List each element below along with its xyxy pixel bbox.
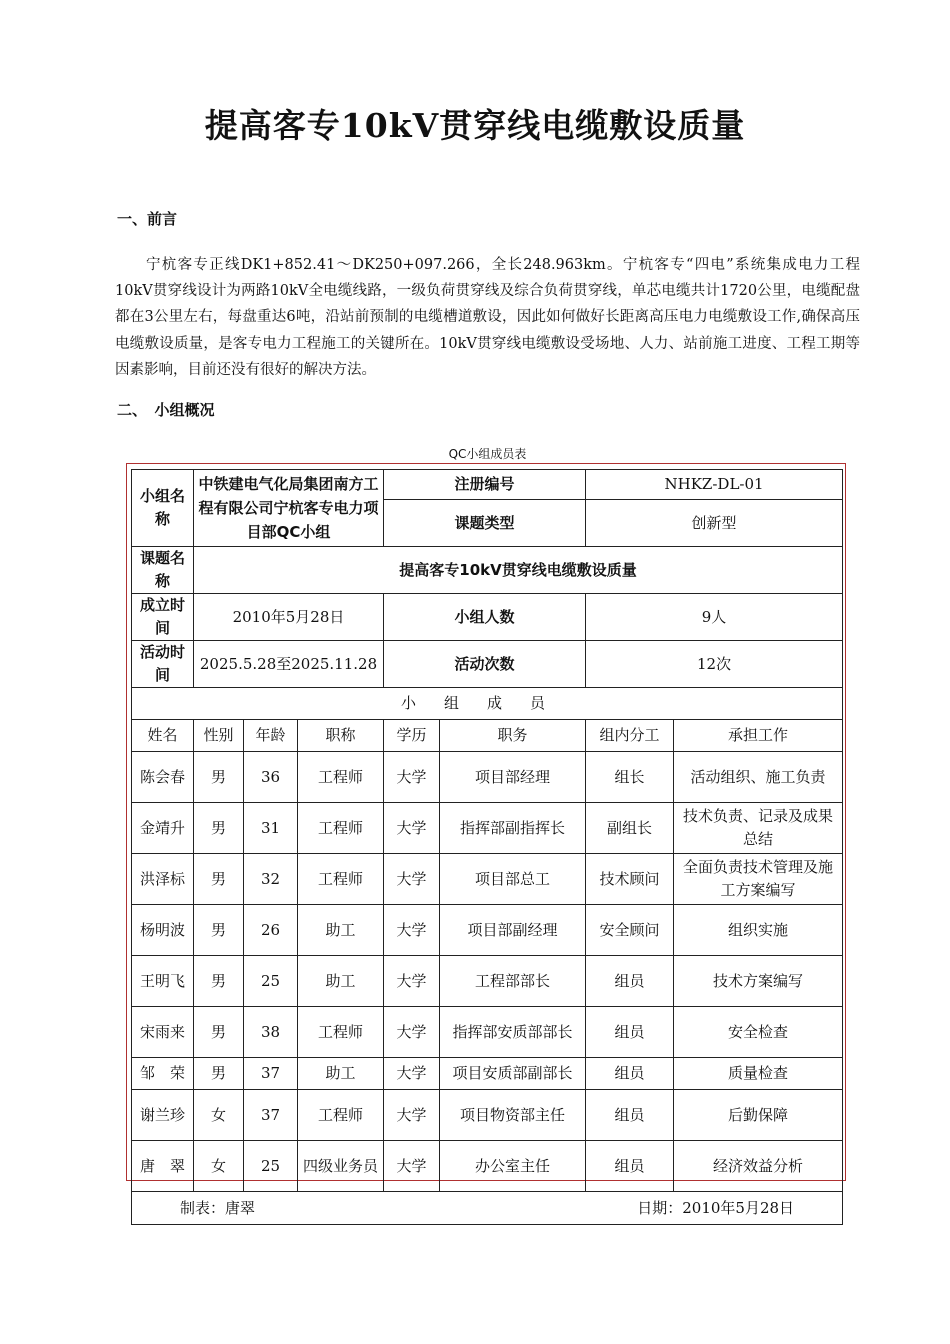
member-position: 指挥部安质部部长: [440, 1007, 586, 1058]
count-value: 9人: [586, 594, 843, 641]
member-age: 37: [244, 1090, 298, 1141]
column-header: 职务: [440, 720, 586, 752]
member-position: 项目部副经理: [440, 905, 586, 956]
member-duty: 质量检查: [674, 1058, 843, 1090]
member-title: 工程师: [298, 752, 384, 803]
member-role: 安全顾问: [586, 905, 674, 956]
member-age: 37: [244, 1058, 298, 1090]
member-education: 大学: [384, 905, 440, 956]
activity-time-label: 活动时间: [132, 641, 194, 688]
member-education: 大学: [384, 803, 440, 854]
member-gender: 男: [194, 956, 244, 1007]
table-row: [132, 1058, 843, 1090]
topic-type-label: 课题类型: [384, 500, 586, 547]
member-name: 洪泽标: [132, 854, 194, 905]
member-role: 组员: [586, 1058, 674, 1090]
made-date: 日期：2010年5月28日: [384, 1192, 843, 1225]
member-name: 唐 翠: [132, 1141, 194, 1192]
member-position: 项目部经理: [440, 752, 586, 803]
member-duty: 安全检查: [674, 1007, 843, 1058]
table-row: [132, 854, 843, 905]
founded-value: 2010年5月28日: [194, 594, 384, 641]
member-age: 32: [244, 854, 298, 905]
reg-no-label: 注册编号: [384, 470, 586, 500]
member-title: 工程师: [298, 1090, 384, 1141]
column-header: 职称: [298, 720, 384, 752]
column-header: 学历: [384, 720, 440, 752]
member-education: 大学: [384, 1090, 440, 1141]
member-role: 副组长: [586, 803, 674, 854]
activity-count-label: 活动次数: [384, 641, 586, 688]
member-position: 项目安质部副部长: [440, 1058, 586, 1090]
table-row: [132, 803, 843, 854]
table-caption: QC小组成员表: [448, 447, 527, 461]
member-age: 36: [244, 752, 298, 803]
member-age: 31: [244, 803, 298, 854]
member-gender: 男: [194, 1058, 244, 1090]
member-duty: 活动组织、施工负责: [674, 752, 843, 803]
member-gender: 男: [194, 854, 244, 905]
topic-name-value: 提高客专10kV贯穿线电缆敷设质量: [194, 547, 843, 594]
document-title: 提高客专10kV贯穿线电缆敷设质量: [204, 106, 746, 145]
member-position: 办公室主任: [440, 1141, 586, 1192]
member-gender: 男: [194, 803, 244, 854]
made-by: 制表：唐翠: [132, 1192, 384, 1225]
member-education: 大学: [384, 1058, 440, 1090]
column-header: 组内分工: [586, 720, 674, 752]
table-row: [132, 1090, 843, 1141]
founded-label: 成立时间: [132, 594, 194, 641]
member-gender: 男: [194, 1007, 244, 1058]
topic-name-label: 课题名称: [132, 547, 194, 594]
member-title: 工程师: [298, 854, 384, 905]
column-header: 性别: [194, 720, 244, 752]
activity-time-value: 2025.5.28至2025.11.28: [194, 641, 384, 688]
member-gender: 男: [194, 905, 244, 956]
member-duty: 经济效益分析: [674, 1141, 843, 1192]
member-duty: 技术负责、记录及成果总结: [674, 803, 843, 854]
table-footer-row: [132, 1192, 843, 1225]
member-duty: 后勤保障: [674, 1090, 843, 1141]
member-title: 助工: [298, 905, 384, 956]
member-title: 四级业务员: [298, 1141, 384, 1192]
table-row: [132, 905, 843, 956]
member-duty: 组织实施: [674, 905, 843, 956]
member-role: 组长: [586, 752, 674, 803]
table-row: [132, 752, 843, 803]
member-education: 大学: [384, 1007, 440, 1058]
member-name: 王明飞: [132, 956, 194, 1007]
member-education: 大学: [384, 1141, 440, 1192]
section-heading-group-overview: 二、 小组概况: [117, 401, 215, 419]
member-title: 工程师: [298, 1007, 384, 1058]
member-age: 25: [244, 956, 298, 1007]
member-gender: 女: [194, 1141, 244, 1192]
column-header: 年龄: [244, 720, 298, 752]
member-duty: 全面负责技术管理及施工方案编写: [674, 854, 843, 905]
member-name: 谢兰珍: [132, 1090, 194, 1141]
qc-group-table: [131, 469, 843, 1225]
table-row: [132, 1007, 843, 1058]
member-name: 金靖升: [132, 803, 194, 854]
member-education: 大学: [384, 752, 440, 803]
member-role: 技术顾问: [586, 854, 674, 905]
member-age: 25: [244, 1141, 298, 1192]
topic-type-value: 创新型: [586, 500, 843, 547]
member-age: 38: [244, 1007, 298, 1058]
member-title: 工程师: [298, 803, 384, 854]
member-name: 邹 荣: [132, 1058, 194, 1090]
members-heading: 小组成员: [132, 688, 843, 720]
preface-paragraph: 宁杭客专正线DK1+852.41～DK250+097.266，全长248.963km。宁杭客专“四电”系统集成电力工程10kV贯穿线设计为两路10kV全电缆线路，一级负荷贯穿线及综合负荷贯穿线，单芯电缆共计1720公里，电缆配盘都在3公里左右，每盘重达6吨，沿站前预制的电缆槽道敷设，因此如何做好长距离高压电力电缆敷设工作,确保高压电缆敷设质量，是客专电力工程施工的关键所在。10kV贯穿线电缆敷设受场地、人力、站前施工进度、工程工期等因素影响，目前还没有很好的解决方法。: [115, 257, 860, 378]
member-age: 26: [244, 905, 298, 956]
member-position: 项目部总工: [440, 854, 586, 905]
member-name: 杨明波: [132, 905, 194, 956]
member-name: 宋雨来: [132, 1007, 194, 1058]
count-label: 小组人数: [384, 594, 586, 641]
reg-no-value: NHKZ-DL-01: [586, 470, 843, 500]
member-education: 大学: [384, 854, 440, 905]
table-row: [132, 1141, 843, 1192]
member-gender: 男: [194, 752, 244, 803]
member-role: 组员: [586, 1141, 674, 1192]
member-name: 陈会春: [132, 752, 194, 803]
column-header: 承担工作: [674, 720, 843, 752]
member-role: 组员: [586, 1090, 674, 1141]
activity-count-value: 12次: [586, 641, 843, 688]
members-header-row: [132, 720, 843, 752]
column-header: 姓名: [132, 720, 194, 752]
section-heading-preface: 一、前言: [117, 210, 178, 228]
member-title: 助工: [298, 1058, 384, 1090]
member-position: 指挥部副指挥长: [440, 803, 586, 854]
member-role: 组员: [586, 956, 674, 1007]
table-row: [132, 956, 843, 1007]
member-role: 组员: [586, 1007, 674, 1058]
member-position: 项目物资部主任: [440, 1090, 586, 1141]
group-name-value: 中铁建电气化局集团南方工程有限公司宁杭客专电力项目部QC小组: [194, 470, 384, 547]
member-duty: 技术方案编写: [674, 956, 843, 1007]
group-name-label: 小组名称: [132, 470, 194, 547]
member-title: 助工: [298, 956, 384, 1007]
member-gender: 女: [194, 1090, 244, 1141]
member-position: 工程部部长: [440, 956, 586, 1007]
member-education: 大学: [384, 956, 440, 1007]
